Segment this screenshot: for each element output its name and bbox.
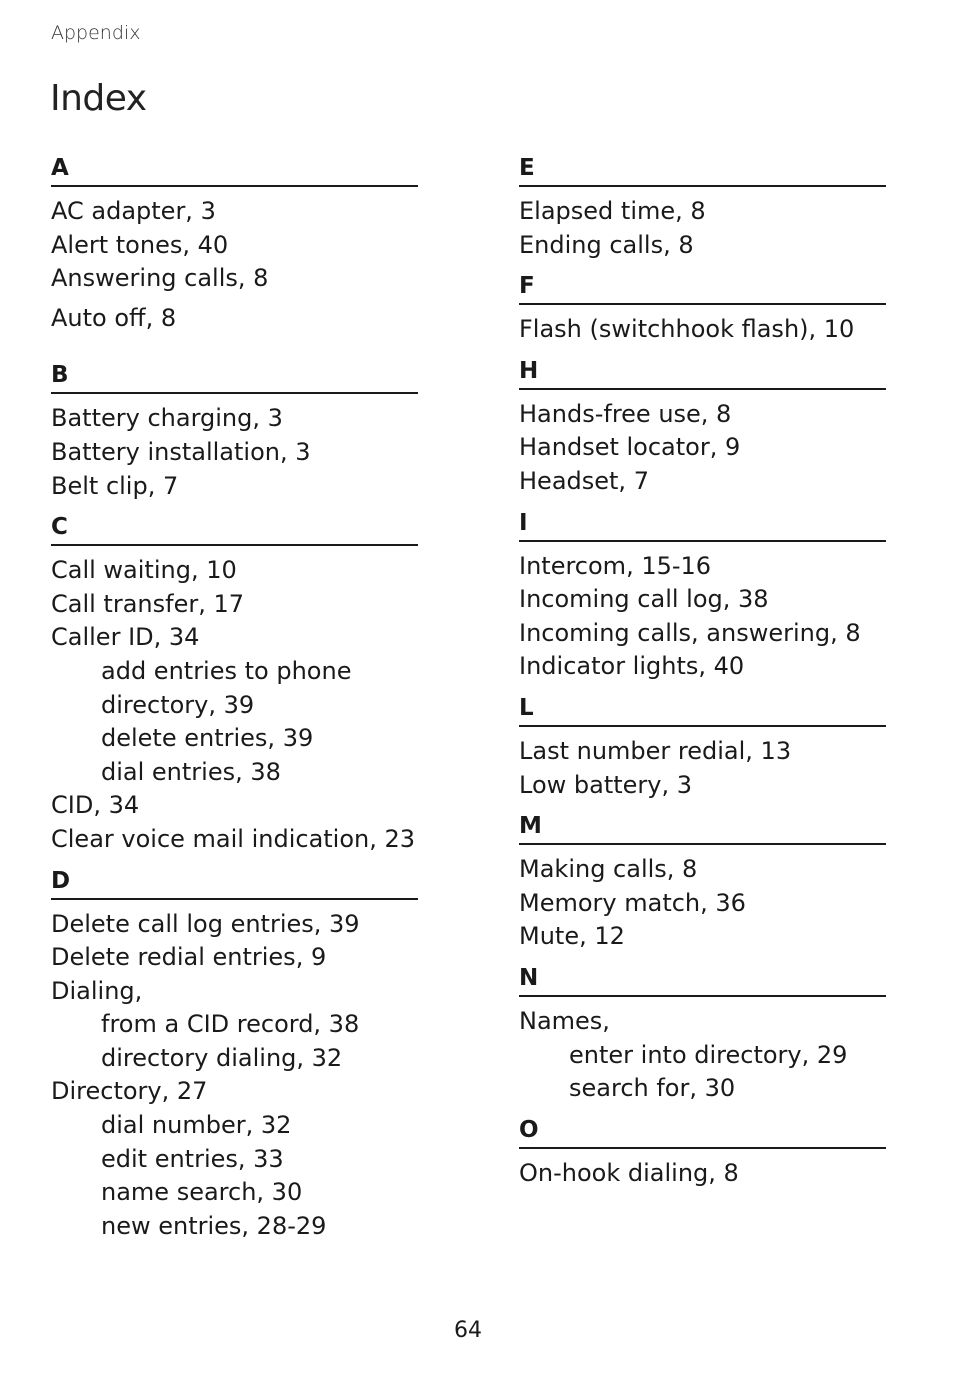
index-entry: Indicator lights, 40: [519, 652, 745, 681]
index-section-d: [51, 865, 418, 1244]
index-entry: Handset locator, 9: [519, 433, 741, 462]
index-entry: CID, 34: [51, 791, 140, 820]
index-entry: Ending calls, 8: [519, 230, 694, 259]
index-subentry: add entries to phone: [101, 656, 352, 685]
index-letter-heading: B: [51, 359, 418, 394]
index-letter-heading: A: [51, 152, 418, 187]
index-section-i: [519, 507, 886, 684]
index-entry: Incoming call log, 38: [519, 585, 769, 614]
index-column-right: [519, 152, 886, 1198]
index-entry: Intercom, 15-16: [519, 551, 712, 580]
index-section-f: [519, 270, 886, 347]
index-letter-heading: D: [51, 865, 418, 900]
index-letter-heading: O: [519, 1114, 886, 1149]
page-title: Index: [50, 78, 147, 119]
index-section-h: [519, 355, 886, 499]
index-subentry: name search, 30: [101, 1178, 303, 1207]
index-subentry: enter into directory, 29: [569, 1040, 848, 1069]
index-letter-heading: C: [51, 511, 418, 546]
index-subentry: search for, 30: [569, 1074, 736, 1103]
index-subentry: dial entries, 38: [101, 757, 281, 786]
index-letter-heading: E: [519, 152, 886, 187]
index-entry: Directory, 27: [51, 1077, 208, 1106]
index-entry: Dialing,: [51, 976, 143, 1005]
index-letter-heading: F: [519, 270, 886, 305]
index-subentry: directory, 39: [101, 690, 255, 719]
index-section-e: [519, 152, 886, 262]
index-section-m: [519, 810, 886, 954]
index-section-l: [519, 692, 886, 802]
index-entry: Last number redial, 13: [519, 736, 792, 765]
index-letter-heading: M: [519, 810, 886, 845]
index-section-b: [51, 359, 418, 503]
index-letter-heading: L: [519, 692, 886, 727]
index-entry: Making calls, 8: [519, 855, 698, 884]
index-entry: Clear voice mail indication, 23: [51, 824, 416, 853]
index-entry: Call waiting, 10: [51, 556, 237, 585]
index-entry: Names,: [519, 1006, 610, 1035]
index-entry: Belt clip, 7: [51, 471, 179, 500]
index-subentry: new entries, 28-29: [101, 1211, 327, 1240]
index-entry: Auto off, 8: [51, 303, 177, 332]
index-entry: Call transfer, 17: [51, 589, 245, 618]
index-section-o: [519, 1114, 886, 1191]
index-entry: Elapsed time, 8: [519, 197, 706, 225]
index-entry: Delete redial entries, 9: [51, 943, 327, 972]
index-entry: Hands-free use, 8: [519, 399, 732, 428]
index-entry: Answering calls, 8: [51, 264, 269, 293]
index-section-n: [519, 962, 886, 1106]
index-entry: Incoming calls, answering, 8: [519, 618, 861, 647]
index-entry: Delete call log entries, 39: [51, 909, 360, 938]
index-entry: Caller ID, 34: [51, 623, 200, 652]
index-entry: Headset, 7: [519, 466, 649, 495]
index-letter-heading: I: [519, 507, 886, 542]
index-subentry: delete entries, 39: [101, 724, 314, 753]
index-entry: Mute, 12: [519, 922, 625, 951]
index-column-left: [51, 152, 418, 1251]
index-letter-heading: H: [519, 355, 886, 390]
page-number: 64: [454, 1318, 482, 1343]
index-entry: Battery installation, 3: [51, 437, 311, 466]
index-subentry: dial number, 32: [101, 1111, 292, 1140]
index-section-c: [51, 511, 418, 856]
index-entry: On-hook dialing, 8: [519, 1158, 739, 1187]
index-entry: Memory match, 36: [519, 888, 746, 917]
index-subentry: directory dialing, 32: [101, 1043, 343, 1072]
running-head: Appendix: [51, 22, 141, 44]
index-entry: Alert tones, 40: [51, 230, 229, 259]
index-entry: AC adapter, 3: [51, 197, 216, 225]
index-entry: Low battery, 3: [519, 770, 693, 799]
index-subentry: edit entries, 33: [101, 1144, 284, 1173]
index-subentry: from a CID record, 38: [101, 1010, 360, 1039]
index-section-a: [51, 152, 418, 335]
index-entry: Flash (switchhook flash), 10: [519, 315, 855, 344]
index-entry: Battery charging, 3: [51, 404, 283, 433]
index-letter-heading: N: [519, 962, 886, 997]
